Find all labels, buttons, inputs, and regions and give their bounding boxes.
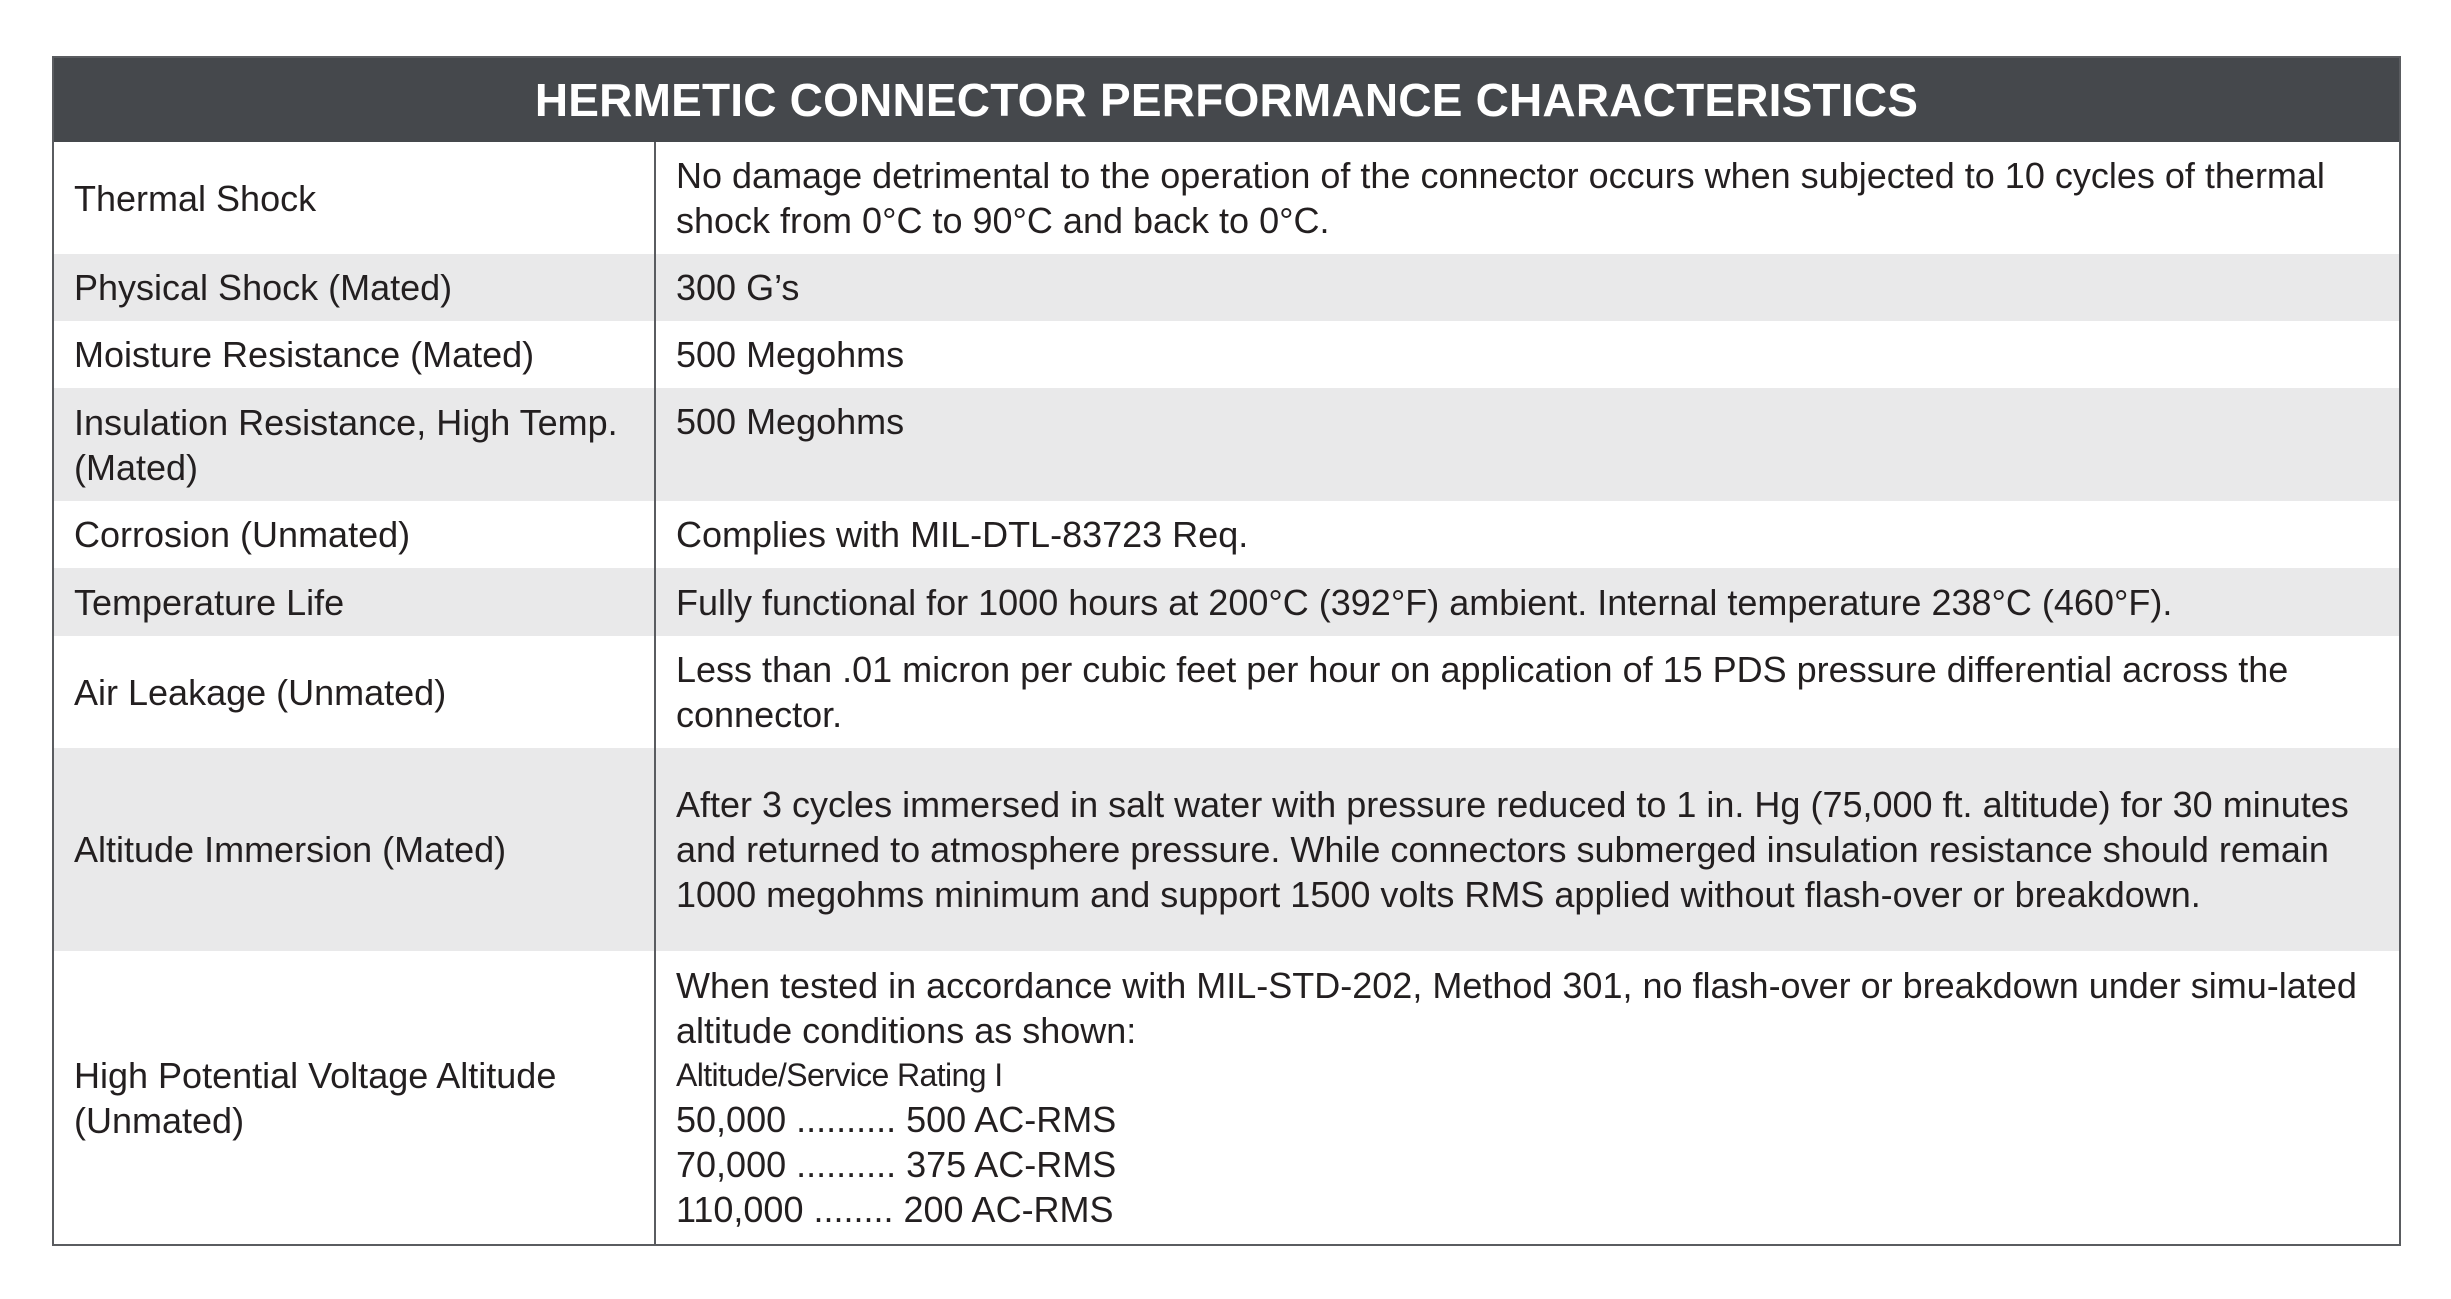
table-row: [54, 142, 2399, 254]
altitude-rating-line: 70,000 .......... 375 AC-RMS: [676, 1144, 1117, 1185]
row-value: 300 G’s: [655, 254, 2399, 321]
table-row: [54, 636, 2399, 748]
row-label: High Potential Voltage Altitude (Unmated): [54, 951, 655, 1244]
table-row: [54, 388, 2399, 501]
row-label: Thermal Shock: [54, 142, 655, 254]
row-label: Altitude Immersion (Mated): [54, 748, 655, 951]
table-row: [54, 951, 2399, 1244]
altitude-rating-heading: Altitude/Service Rating I: [676, 1057, 1003, 1093]
table-row: [54, 501, 2399, 568]
row-value: Fully functional for 1000 hours at 200°C (392°F) ambient. Internal temperature 238°C (460°F).: [655, 568, 2399, 636]
row-label: Air Leakage (Unmated): [54, 636, 655, 748]
row-value: Complies with MIL-DTL-83723 Req.: [676, 514, 1249, 555]
row-label: Insulation Resistance, High Temp. (Mated): [54, 388, 655, 501]
row-label: Moisture Resistance (Mated): [54, 321, 655, 388]
table-row: [54, 748, 2399, 951]
performance-table: [52, 56, 2401, 1246]
hipot-description: When tested in accordance with MIL-STD-202, Method 301, no flash-over or breakdown under simu-lated altitude conditions as shown:: [676, 965, 2357, 1051]
characteristics-table: [54, 142, 2399, 1244]
table-title: HERMETIC CONNECTOR PERFORMANCE CHARACTERISTICS: [54, 58, 2399, 142]
row-value: No damage detrimental to the operation of the connector occurs when subjected to 10 cycles of thermal shock from 0°C to 90°C and back to 0°C.: [676, 155, 2325, 241]
row-value: 500 Megohms: [655, 388, 2399, 501]
altitude-rating-line: 110,000 ........ 200 AC-RMS: [676, 1189, 1114, 1230]
table-row: [54, 568, 2399, 636]
altitude-rating-line: 50,000 .......... 500 AC-RMS: [676, 1099, 1117, 1140]
row-label: Temperature Life: [54, 568, 655, 636]
table-row: [54, 321, 2399, 388]
row-value: Less than .01 micron per cubic feet per hour on application of 15 PDS pressure differential across the connector.: [676, 649, 2289, 735]
row-label: Corrosion (Unmated): [54, 501, 655, 568]
row-value: 500 Megohms: [676, 334, 905, 375]
table-row: [54, 254, 2399, 321]
row-value: [655, 951, 2399, 1244]
row-value: After 3 cycles immersed in salt water with pressure reduced to 1 in. Hg (75,000 ft. altitude) for 30 minutes and returned to atmosphere pressure. While connectors submerged insulation resistance should remain 1000 megohms minimum and support 1500 volts RMS applied without flash-over or breakdown.: [655, 748, 2399, 951]
row-label: Physical Shock (Mated): [54, 254, 655, 321]
